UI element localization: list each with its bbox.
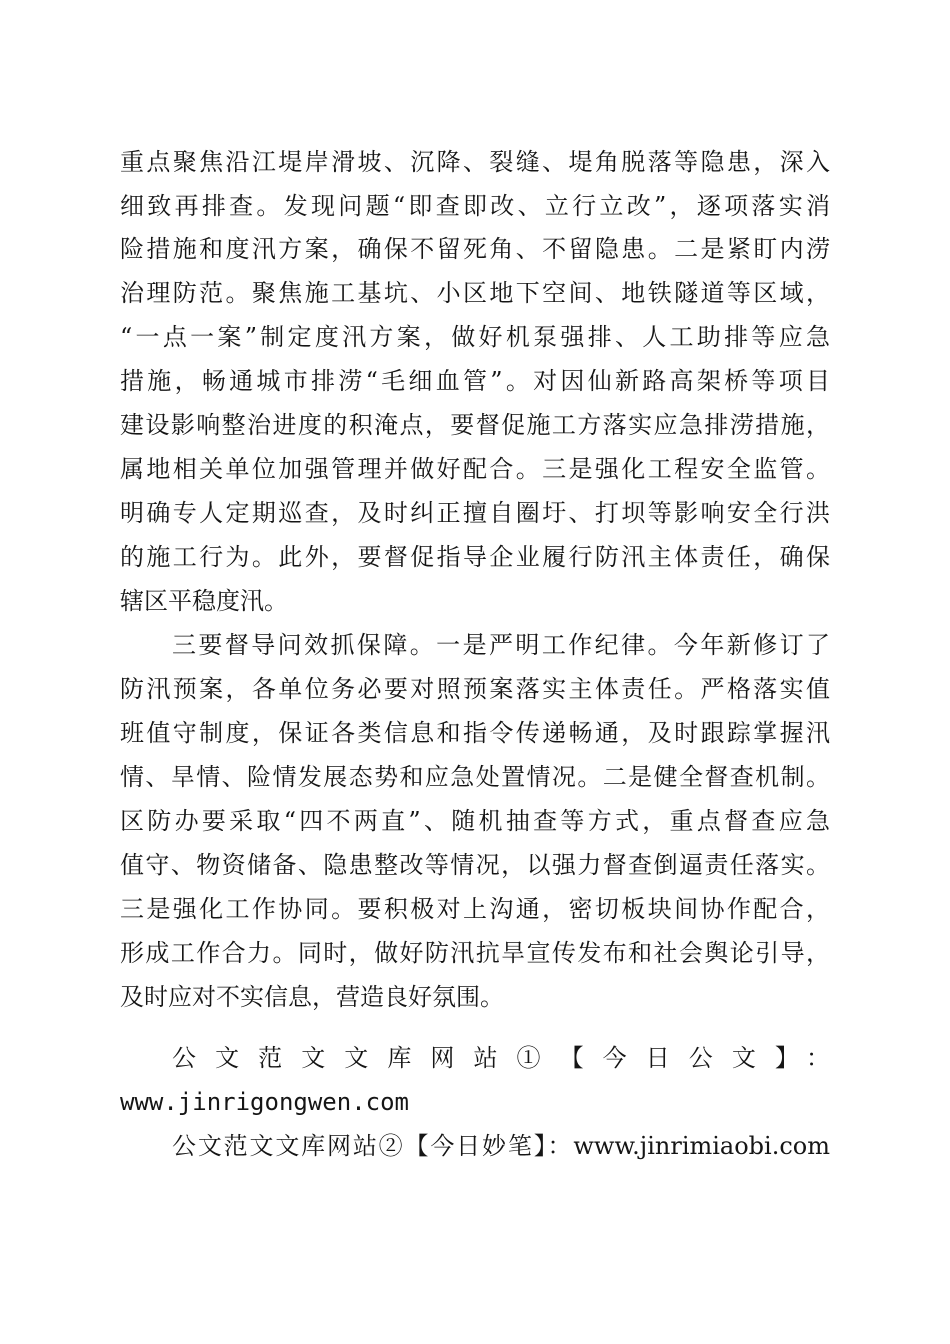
text-line: 措施，畅通城市排涝“毛细血管”。对因仙新路高架桥等项目 — [120, 367, 830, 395]
text-line: 的施工行为。此外，要督促指导企业履行防汛主体责任，确保 — [120, 543, 830, 571]
text-line: 治理防范。聚焦施工基坑、小区地下空间、地铁隧道等区域， — [120, 279, 830, 307]
text-line: 属地相关单位加强管理并做好配合。三是强化工程安全监管。 — [120, 455, 830, 483]
text-line: 重点聚焦沿江堤岸滑坡、沉降、裂缝、堤角脱落等隐患，深入 — [120, 148, 830, 176]
site-2-text[interactable]: 公文范文文库网站②【今日妙笔】：www.jinrimiaobi.com — [172, 1132, 830, 1160]
text-line: 三是强化工作协同。要积极对上沟通，密切板块间协作配合， — [120, 895, 830, 923]
text-line: 及时应对不实信息，营造良好氛围。 — [120, 983, 504, 1011]
text-line: 区防办要采取“四不两直”、随机抽查等方式，重点督查应急 — [120, 807, 830, 835]
site-1-label: 公文范文文库网站①【今日公文】： — [172, 1044, 830, 1072]
text-line: 防汛预案，各单位务必要对照预案落实主体责任。严格落实值 — [120, 675, 830, 703]
text-line: 值守、物资储备、隐患整改等情况，以强力督查倒逼责任落实。 — [120, 851, 830, 879]
text-line: 班值守制度，保证各类信息和指令传递畅通，及时跟踪掌握汛 — [120, 719, 830, 747]
text-line: “一点一案”制定度汛方案，做好机泵强排、人工助排等应急 — [120, 323, 830, 351]
text-line: 建设影响整治进度的积淹点，要督促施工方落实应急排涝措施， — [120, 411, 830, 439]
site-1-url[interactable]: www.jinrigongwen.com — [120, 1088, 409, 1116]
text-line: 形成工作合力。同时，做好防汛抗旱宣传发布和社会舆论引导， — [120, 939, 830, 967]
text-line: 辖区平稳度汛。 — [120, 587, 288, 615]
text-line: 细致再排查。发现问题“即查即改、立行立改”，逐项落实消 — [120, 192, 830, 220]
text-line: 情、旱情、险情发展态势和应急处置情况。二是健全督查机制。 — [120, 763, 830, 791]
text-line: 三要督导问效抓保障。一是严明工作纪律。今年新修订了 — [172, 631, 830, 659]
text-line: 明确专人定期巡查，及时纠正擅自圈圩、打坝等影响安全行洪 — [120, 499, 830, 527]
text-line: 险措施和度汛方案，确保不留死角、不留隐患。二是紧盯内涝 — [120, 235, 830, 263]
